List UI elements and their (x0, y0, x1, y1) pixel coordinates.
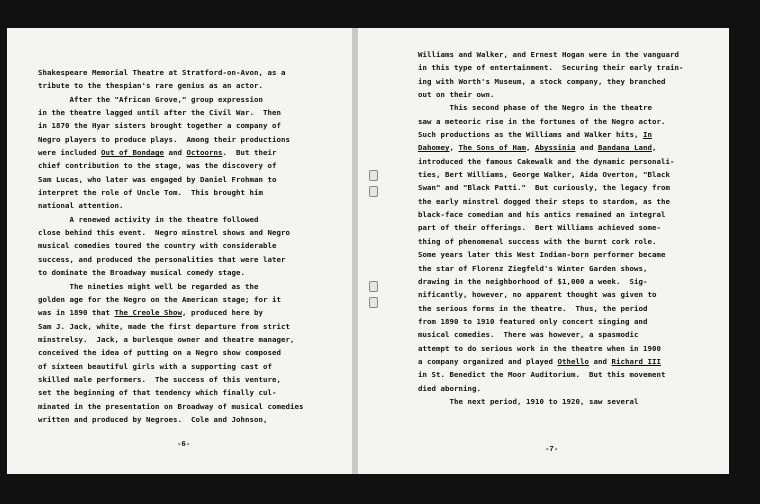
text-line: the star of Florenz Ziegfeld's Winter Garden shows, (418, 263, 648, 273)
text-line: close behind this event. Negro minstrel shows and Negro (38, 228, 290, 238)
text-line: drawing in the neighborhood of $1,000 a week. Sig- (418, 276, 648, 286)
text-line: chief contribution to the stage, was the discovery of (38, 161, 277, 171)
text-line: tribute to the thespian's rare genius as an actor. (38, 81, 263, 91)
text-line: died aborning. (418, 383, 481, 393)
text-line: Sam Lucas, who later was engaged by Daniel Frohman to (38, 174, 277, 184)
text-line: Some years later this West Indian-born performer became (418, 250, 666, 260)
text-line: success, and produced the personalities that were later (38, 254, 286, 264)
text-line: This second phase of the Negro in the theatre (418, 103, 652, 113)
text-line: ing with Worth's Museum, a stock company, they branched (418, 76, 666, 86)
text-line: Dahomey, The Sons of Ham, Abyssinia and Bandana Land, (418, 143, 657, 153)
binding-hole-icon (369, 186, 378, 197)
text-line: were included Out of Bondage and Octoorns. But their (38, 148, 277, 158)
text-line: conceived the idea of putting on a Negro show composed (38, 348, 281, 358)
text-line: Sam J. Jack, white, made the first departure from strict (38, 321, 290, 331)
text-line: golden age for the Negro on the American stage; for it (38, 294, 281, 304)
text-line: introduced the famous Cakewalk and the dynamic personali- (418, 156, 675, 166)
text-line: minstrelsy. Jack, a burlesque owner and theatre manager, (38, 334, 295, 344)
right-page (358, 28, 729, 474)
right-page-text (418, 48, 683, 408)
text-line: musical comedies. There was however, a spasmodic (418, 330, 639, 340)
text-line: Swan" and "Black Patti." But curiously, the legacy from (418, 183, 670, 193)
text-line: from 1890 to 1910 featured only concert singing and (418, 316, 648, 326)
text-line: A renewed activity in the theatre followed (38, 214, 259, 224)
text-line: After the "African Grove," group expression (38, 94, 263, 104)
text-line: in the theatre lagged until after the Civil War. Then (38, 108, 281, 118)
scan-top-border (0, 0, 760, 28)
text-line: The nineties might well be regarded as the (38, 281, 259, 291)
text-line: ties, Bert Williams, George Walker, Aida Overton, "Black (418, 170, 670, 180)
text-line: in St. Benedict the Moor Auditorium. But this movement (418, 370, 666, 380)
text-line: in 1870 the Hyar sisters brought together a company of (38, 121, 281, 131)
binding-hole-icon (369, 170, 378, 181)
text-line: to dominate the Broadway musical comedy stage. (38, 268, 245, 278)
text-line: out on their own. (418, 90, 495, 100)
text-line: the early minstrel dogged their steps to stardom, as the (418, 196, 670, 206)
text-line: black-face comedian and his antics remained an integral (418, 210, 666, 220)
text-line: Shakespeare Memorial Theatre at Stratford-on-Avon, as a (38, 68, 286, 77)
text-line: part of their offerings. Bert Williams achieved some- (418, 223, 661, 233)
binding-hole-icon (369, 297, 378, 308)
text-line: saw a meteoric rise in the fortunes of the Negro actor. (418, 116, 666, 126)
text-line: of sixteen beautiful girls with a supporting cast of (38, 361, 272, 371)
text-line: written and produced by Negroes. Cole and Johnson, (38, 414, 268, 424)
text-line: nificantly, however, no apparent thought was given to (418, 290, 657, 300)
text-line: thing of phenomenal success with the burnt cork role. (418, 236, 657, 246)
right-page-number: -7- (545, 446, 559, 454)
text-line: set the beginning of that tendency which finally cul- (38, 388, 277, 398)
text-line: skilled male performers. The success of this venture, (38, 374, 281, 384)
left-page-number: -6- (177, 441, 191, 449)
text-line: Williams and Walker, and Ernest Hogan were in the vanguard (418, 50, 679, 59)
text-line: attempt to do serious work in the theatre when in 1900 (418, 343, 661, 353)
text-line: Negro players to produce plays. Among their productions (38, 134, 290, 144)
binding-hole-icon (369, 281, 378, 292)
left-page (7, 28, 352, 474)
text-line: in this type of entertainment. Securing their early train- (418, 63, 684, 73)
text-line: was in 1890 that The Creole Show, produced here by (38, 308, 263, 318)
text-line: musical comedies toured the country with considerable (38, 241, 277, 251)
text-line: the serious forms in the theatre. Thus, the period (418, 303, 648, 313)
text-line: national attention. (38, 201, 124, 211)
text-line: The next period, 1910 to 1920, saw several (418, 396, 639, 406)
text-line: Such productions as the Williams and Walker hits, In (418, 130, 652, 140)
text-line: minated in the presentation on Broadway of musical comedies (38, 401, 304, 411)
text-line: a company organized and played Othello and Richard III (418, 356, 661, 366)
left-page-text (38, 66, 303, 426)
text-line: interpret the role of Uncle Tom. This brought him (38, 188, 263, 198)
